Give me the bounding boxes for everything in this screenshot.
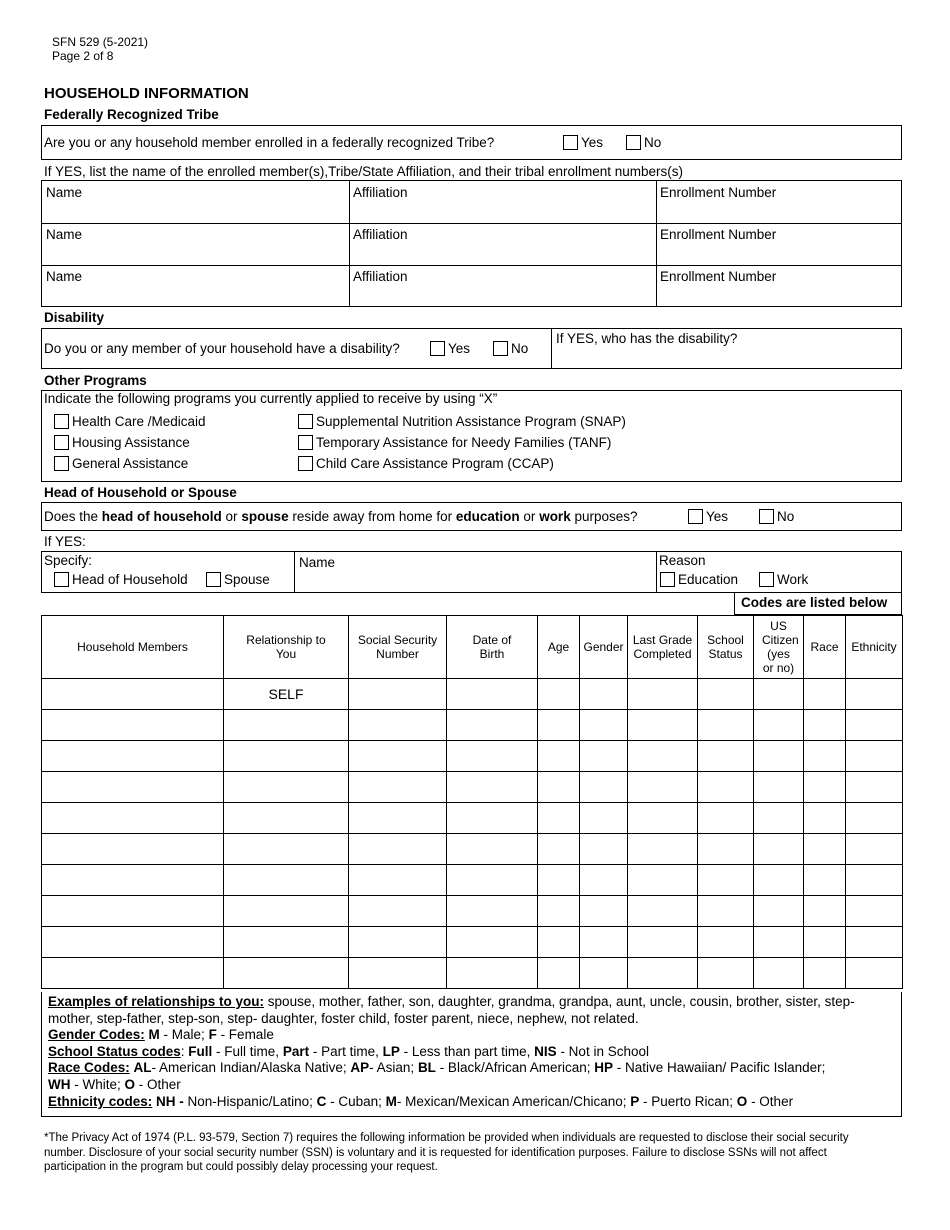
tribe-question-box [41, 125, 902, 160]
member-name-field[interactable]: Name [46, 269, 83, 284]
form-id: SFN 529 (5-2021) [52, 35, 149, 49]
specify-head-checkbox[interactable] [54, 572, 69, 587]
gender-cell[interactable] [580, 865, 628, 896]
specify-head-option[interactable]: Head of Household [54, 572, 188, 587]
program-medicaid[interactable]: Health Care /Medicaid [54, 414, 206, 429]
race-cell[interactable] [804, 741, 846, 772]
table-row [42, 803, 903, 834]
table-row [42, 741, 903, 772]
program-general[interactable]: General Assistance [54, 456, 188, 471]
member-enrollment-field[interactable]: Enrollment Number [660, 269, 777, 284]
reason-work-checkbox[interactable] [759, 572, 774, 587]
tribe-heading: Federally Recognized Tribe [44, 107, 219, 122]
hoh-heading: Head of Household or Spouse [44, 485, 237, 500]
ethnicity-cell[interactable] [846, 772, 903, 803]
table-row [42, 710, 903, 741]
relationship-cell[interactable] [224, 834, 349, 865]
hoh-name-field[interactable]: Name [299, 555, 336, 570]
hoh-no-option[interactable]: No [759, 509, 794, 524]
tribe-no-option[interactable]: No [626, 135, 661, 150]
member-name-cell[interactable] [42, 772, 224, 803]
age-cell[interactable] [538, 927, 580, 958]
codes-legend [41, 992, 902, 1117]
last-grade-cell[interactable] [628, 772, 698, 803]
dob-cell[interactable] [447, 927, 538, 958]
member-name-cell[interactable] [42, 896, 224, 927]
dob-cell[interactable] [447, 865, 538, 896]
program-checkbox[interactable] [54, 414, 69, 429]
disability-no-option[interactable]: No [493, 341, 528, 356]
dob-cell[interactable] [447, 834, 538, 865]
col-us-citizen: US Citizen (yes or no) [754, 616, 804, 679]
col-race: Race [804, 616, 846, 679]
gender-cell[interactable] [580, 772, 628, 803]
disability-yes-option[interactable]: Yes [430, 341, 470, 356]
ethnicity-cell[interactable] [846, 865, 903, 896]
program-checkbox[interactable] [298, 456, 313, 471]
household-members-table [41, 615, 903, 989]
member-name-field[interactable]: Name [46, 227, 83, 242]
page-number: Page 2 of 8 [52, 49, 114, 63]
last-grade-cell[interactable] [628, 741, 698, 772]
us-citizen-cell[interactable] [754, 741, 804, 772]
tribe-yes-option[interactable]: Yes [563, 135, 603, 150]
table-header-row [42, 616, 903, 679]
ethnicity-cell[interactable] [846, 803, 903, 834]
school-status-cell[interactable] [698, 772, 754, 803]
school-status-cell[interactable] [698, 710, 754, 741]
disability-heading: Disability [44, 310, 105, 325]
age-cell[interactable] [538, 803, 580, 834]
gender-cell[interactable] [580, 741, 628, 772]
hoh-question-box [41, 502, 902, 531]
hoh-if-yes: If YES: [44, 534, 86, 549]
tribe-members-grid [41, 180, 902, 307]
program-checkbox[interactable] [298, 435, 313, 450]
race-cell[interactable] [804, 896, 846, 927]
member-enrollment-field[interactable]: Enrollment Number [660, 185, 777, 200]
us-citizen-cell[interactable] [754, 834, 804, 865]
us-citizen-cell[interactable] [754, 865, 804, 896]
ssn-cell[interactable] [349, 927, 447, 958]
ssn-cell[interactable] [349, 803, 447, 834]
last-grade-cell[interactable] [628, 865, 698, 896]
member-affiliation-field[interactable]: Affiliation [353, 227, 408, 242]
member-name-cell[interactable] [42, 958, 224, 989]
specify-spouse-option[interactable]: Spouse [206, 572, 270, 587]
gender-cell[interactable] [580, 834, 628, 865]
school-status-cell[interactable] [698, 865, 754, 896]
dob-cell[interactable] [447, 896, 538, 927]
col-age: Age [538, 616, 580, 679]
dob-cell[interactable] [447, 679, 538, 710]
reason-work-option[interactable]: Work [759, 572, 808, 587]
school-status-codes: School Status codes: Full - Full time, Part - Part time, LP - Less than part time, NIS - Not in School [48, 1043, 649, 1059]
age-cell[interactable] [538, 896, 580, 927]
program-housing[interactable]: Housing Assistance [54, 435, 190, 450]
form-header [52, 35, 148, 63]
race-cell[interactable] [804, 834, 846, 865]
program-checkbox[interactable] [298, 414, 313, 429]
race-cell[interactable] [804, 710, 846, 741]
last-grade-cell[interactable] [628, 834, 698, 865]
school-status-cell[interactable] [698, 927, 754, 958]
school-status-cell[interactable] [698, 679, 754, 710]
specify-label: Specify: [44, 553, 93, 568]
member-affiliation-field[interactable]: Affiliation [353, 269, 408, 284]
school-status-cell[interactable] [698, 803, 754, 834]
dob-cell[interactable] [447, 710, 538, 741]
relationship-cell[interactable] [224, 927, 349, 958]
tribe-instruction: If YES, list the name of the enrolled member(s),Tribe/State Affiliation, and their tribal enrollment numbers(s) [44, 164, 684, 179]
table-row [42, 834, 903, 865]
hoh-yes-checkbox[interactable] [688, 509, 703, 524]
member-name-cell[interactable] [42, 741, 224, 772]
disability-yes-checkbox[interactable] [430, 341, 445, 356]
ethnicity-cell[interactable] [846, 927, 903, 958]
table-row [42, 679, 903, 710]
table-row [42, 896, 903, 927]
member-name-cell[interactable] [42, 710, 224, 741]
member-name-cell[interactable] [42, 803, 224, 834]
member-name-cell[interactable] [42, 679, 224, 710]
gender-cell[interactable] [580, 927, 628, 958]
program-ccap[interactable]: Child Care Assistance Program (CCAP) [298, 456, 554, 471]
hoh-question: Does the head of household or spouse reside away from home for education or work purposes? [44, 509, 638, 524]
us-citizen-cell[interactable] [754, 772, 804, 803]
disability-no-checkbox[interactable] [493, 341, 508, 356]
age-cell[interactable] [538, 958, 580, 989]
privacy-notice: *The Privacy Act of 1974 (P.L. 93-579, Section 7) requires the following information be provided when individuals are requested to disclose their social security number. Disclosure of your social security number (SSN) is voluntary and it is requested for identification purposes. Failure to disclose SSNs will not affect participation in the program but could possibly delay processing your request. [44, 1132, 849, 1173]
tribe-yes-checkbox[interactable] [563, 135, 578, 150]
program-checkbox[interactable] [54, 456, 69, 471]
ssn-cell[interactable] [349, 958, 447, 989]
programs-instruction: Indicate the following programs you currently applied to receive by using “X” [44, 391, 498, 406]
last-grade-cell[interactable] [628, 896, 698, 927]
ethnicity-cell[interactable] [846, 710, 903, 741]
ethnicity-cell[interactable] [846, 834, 903, 865]
school-status-cell[interactable] [698, 958, 754, 989]
ssn-cell[interactable] [349, 772, 447, 803]
us-citizen-cell[interactable] [754, 927, 804, 958]
table-row [42, 772, 903, 803]
relationship-examples: Examples of relationships to you: spouse, mother, father, son, daughter, grandma, grandpa, aunt, uncle, cousin, brother, sister, step-mother, step-father, step-son, step- daughter, foster child, foster parent, niece, nephew, not related. [48, 994, 855, 1026]
dob-cell[interactable] [447, 958, 538, 989]
col-school-status: School Status [698, 616, 754, 679]
last-grade-cell[interactable] [628, 710, 698, 741]
race-codes: Race Codes: AL- American Indian/Alaska Native; AP- Asian; BL - Black/African American; HP - Native Hawaiian/ Pacific Islander; WH - White; O - Other [48, 1060, 826, 1092]
relationship-cell[interactable] [224, 958, 349, 989]
program-snap[interactable]: Supplemental Nutrition Assistance Program (SNAP) [298, 414, 626, 429]
col-ssn: Social Security Number [349, 616, 447, 679]
age-cell[interactable] [538, 772, 580, 803]
reason-label: Reason [659, 553, 706, 568]
dob-cell[interactable] [447, 772, 538, 803]
age-cell[interactable] [538, 834, 580, 865]
ssn-cell[interactable] [349, 679, 447, 710]
hoh-yes-option[interactable]: Yes [688, 509, 728, 524]
ethnicity-cell[interactable] [846, 896, 903, 927]
member-name-cell[interactable] [42, 927, 224, 958]
reason-education-checkbox[interactable] [660, 572, 675, 587]
relationship-cell[interactable] [224, 803, 349, 834]
ethnicity-cell[interactable] [846, 679, 903, 710]
race-cell[interactable] [804, 927, 846, 958]
ssn-cell[interactable] [349, 896, 447, 927]
col-relationship: Relationship to You [224, 616, 349, 679]
member-enrollment-field[interactable]: Enrollment Number [660, 227, 777, 242]
age-cell[interactable] [538, 679, 580, 710]
ssn-cell[interactable] [349, 865, 447, 896]
disability-question: Do you or any member of your household have a disability? [44, 341, 400, 356]
tribe-question: Are you or any household member enrolled in a federally recognized Tribe? [44, 135, 495, 150]
relationship-cell[interactable] [224, 896, 349, 927]
gender-codes: Gender Codes: M - Male; F - Female [48, 1027, 274, 1043]
col-ethnicity: Ethnicity [846, 616, 903, 679]
member-affiliation-field[interactable]: Affiliation [353, 185, 408, 200]
last-grade-cell[interactable] [628, 958, 698, 989]
programs-heading: Other Programs [44, 373, 147, 388]
dob-cell[interactable] [447, 741, 538, 772]
tribe-no-checkbox[interactable] [626, 135, 641, 150]
race-cell[interactable] [804, 803, 846, 834]
relationship-cell[interactable] [224, 772, 349, 803]
col-gender: Gender [580, 616, 628, 679]
table-row [42, 958, 903, 989]
hoh-details-box [41, 551, 902, 593]
relationship-cell[interactable] [224, 741, 349, 772]
page-title: HOUSEHOLD INFORMATION [44, 85, 249, 102]
gender-cell[interactable] [580, 679, 628, 710]
hoh-no-checkbox[interactable] [759, 509, 774, 524]
last-grade-cell[interactable] [628, 803, 698, 834]
ethnicity-codes: Ethnicity codes: NH - Non-Hispanic/Latino; C - Cuban; M- Mexican/Mexican American/Chicano; P - Puerto Rican; O - Other [48, 1093, 794, 1109]
specify-spouse-checkbox[interactable] [206, 572, 221, 587]
table-row [42, 927, 903, 958]
race-cell[interactable] [804, 772, 846, 803]
us-citizen-cell[interactable] [754, 679, 804, 710]
programs-box [41, 390, 902, 482]
reason-education-option[interactable]: Education [660, 572, 738, 587]
ethnicity-cell[interactable] [846, 741, 903, 772]
us-citizen-cell[interactable] [754, 803, 804, 834]
member-name-cell[interactable] [42, 865, 224, 896]
program-checkbox[interactable] [54, 435, 69, 450]
gender-cell[interactable] [580, 896, 628, 927]
table-row [42, 865, 903, 896]
codes-listed-below: Codes are listed below [734, 593, 902, 615]
disability-box [41, 328, 902, 369]
gender-cell[interactable] [580, 803, 628, 834]
ssn-cell[interactable] [349, 710, 447, 741]
col-last-grade: Last Grade Completed [628, 616, 698, 679]
relationship-cell[interactable]: SELF [224, 679, 349, 710]
ethnicity-cell[interactable] [846, 958, 903, 989]
dob-cell[interactable] [447, 803, 538, 834]
relationship-cell[interactable] [224, 865, 349, 896]
ssn-cell[interactable] [349, 741, 447, 772]
member-name-field[interactable]: Name [46, 185, 83, 200]
gender-cell[interactable] [580, 710, 628, 741]
col-dob: Date of Birth [447, 616, 538, 679]
school-status-cell[interactable] [698, 741, 754, 772]
us-citizen-cell[interactable] [754, 710, 804, 741]
last-grade-cell[interactable] [628, 927, 698, 958]
school-status-cell[interactable] [698, 896, 754, 927]
member-name-cell[interactable] [42, 834, 224, 865]
gender-cell[interactable] [580, 958, 628, 989]
program-tanf[interactable]: Temporary Assistance for Needy Families (TANF) [298, 435, 611, 450]
school-status-cell[interactable] [698, 834, 754, 865]
us-citizen-cell[interactable] [754, 896, 804, 927]
col-household-members: Household Members [42, 616, 224, 679]
last-grade-cell[interactable] [628, 679, 698, 710]
race-cell[interactable] [804, 865, 846, 896]
disability-who-field[interactable]: If YES, who has the disability? [556, 331, 738, 346]
race-cell[interactable] [804, 958, 846, 989]
age-cell[interactable] [538, 865, 580, 896]
relationship-cell[interactable] [224, 710, 349, 741]
age-cell[interactable] [538, 741, 580, 772]
ssn-cell[interactable] [349, 834, 447, 865]
age-cell[interactable] [538, 710, 580, 741]
us-citizen-cell[interactable] [754, 958, 804, 989]
race-cell[interactable] [804, 679, 846, 710]
